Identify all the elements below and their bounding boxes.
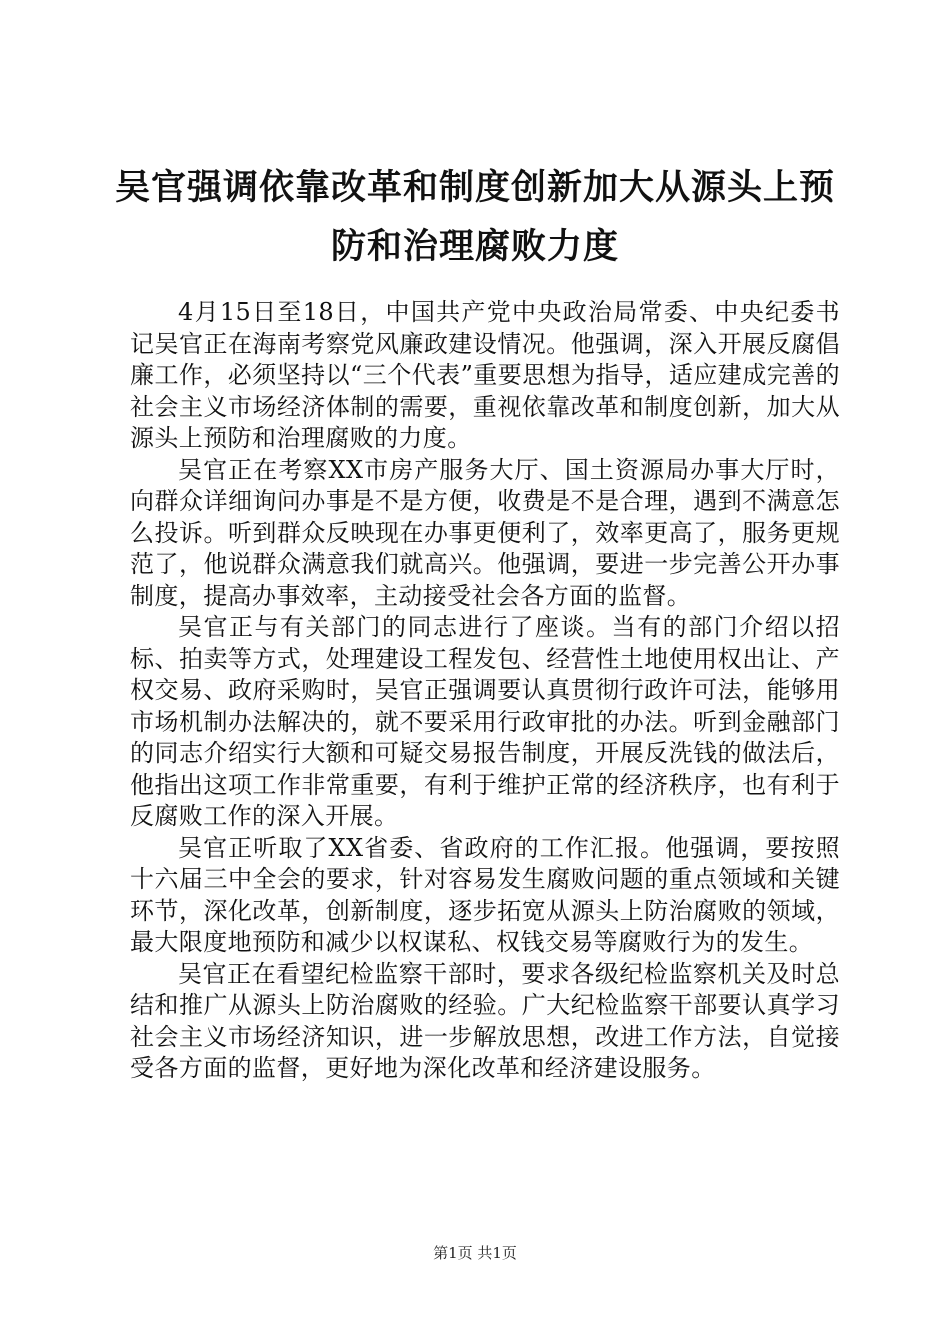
paragraph-5: 吴官正在看望纪检监察干部时，要求各级纪检监察机关及时总结和推广从源头上防治腐败的经验。广大纪检监察干部要认真学习社会主义市场经济知识，进一步解放思想，改进工作方法，自觉接受各方面的监督，更好地为深化改革和经济建设服务。 — [130, 959, 840, 1082]
document-body — [130, 297, 840, 1085]
page-number-footer: 第1页 共1页 — [433, 1244, 517, 1262]
paragraph-1: 4月15日至18日，中国共产党中央政治局常委、中央纪委书记吴官正在海南考察党风廉政建设情况。他强调，深入开展反腐倡廉工作，必须坚持以“三个代表”重要思想为指导，适应建成完善的社会主义市场经济体制的需要，重视依靠改革和制度创新，加大从源头上预防和治理腐败的力度。 — [130, 298, 840, 452]
paragraph-2: 吴官正在考察XX市房产服务大厅、国土资源局办事大厅时，向群众详细询问办事是不是方便，收费是不是合理，遇到不满意怎么投诉。听到群众反映现在办事更便利了，效率更高了，服务更规范了，他说群众满意我们就高兴。他强调，要进一步完善公开办事制度，提高办事效率，主动接受社会各方面的监督。 — [130, 455, 840, 610]
paragraph-4: 吴官正听取了XX省委、省政府的工作汇报。他强调，要按照十六届三中全会的要求，针对容易发生腐败问题的重点领域和关键环节，深化改革，创新制度，逐步拓宽从源头上防治腐败的领域，最大限度地预防和减少以权谋私、权钱交易等腐败行为的发生。 — [130, 833, 840, 956]
document-title: 吴官强调依靠改革和制度创新加大从源头上预防和治理腐败力度 — [114, 167, 835, 267]
paragraph-3: 吴官正与有关部门的同志进行了座谈。当有的部门介绍以招标、拍卖等方式，处理建设工程发包、经营性土地使用权出让、产权交易、政府采购时，吴官正强调要认真贯彻行政许可法，能够用市场机制办法解决的，就不要采用行政审批的办法。听到金融部门的同志介绍实行大额和可疑交易报告制度，开展反洗钱的做法后，他指出这项工作非常重要，有利于维护正常的经济秩序，也有利于反腐败工作的深入开展。 — [130, 613, 840, 830]
